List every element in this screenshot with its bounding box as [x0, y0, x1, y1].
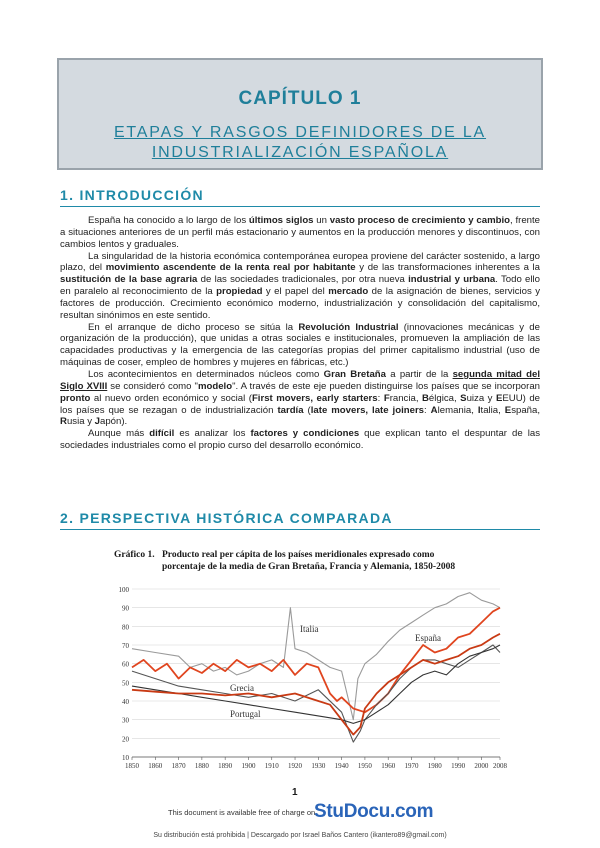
paragraph [60, 251, 540, 322]
text-run: ". A través de este eje pueden distinguirse los países que se incorporan [232, 380, 540, 392]
x-tick-label: 1850 [125, 762, 139, 770]
text-run: Los acontecimientos en determinados núcleos como [88, 368, 324, 380]
x-tick-label: 1950 [357, 762, 372, 770]
text-run: a partir de la [386, 368, 453, 380]
text-run: y de las transformaciones inherentes a la [355, 262, 541, 274]
text-run: apón). [100, 416, 128, 428]
text-run: un [313, 215, 330, 226]
section-divider [60, 206, 540, 207]
x-tick-label: 1970 [404, 762, 419, 770]
bold-term: segunda mitad del Siglo XVIII [60, 368, 540, 392]
text-run: y el papel del [262, 286, 329, 298]
text-run: : [377, 392, 384, 404]
bold-term: propiedad [216, 286, 263, 298]
bold-term: factores y condiciones [250, 428, 360, 440]
bold-term: A [430, 404, 438, 416]
y-tick-label: 60 [122, 660, 129, 669]
text-run: al nuevo orden económico y social ( [90, 392, 252, 404]
series-label-italia: Italia [300, 624, 319, 634]
x-tick-label: 1990 [451, 762, 466, 770]
text-run: España ha conocido a lo largo de los [88, 215, 249, 226]
text-run: ( [303, 404, 311, 416]
text-run: lemania, [437, 404, 478, 416]
text-run: Aunque más [88, 428, 150, 440]
x-tick-label: 1890 [218, 762, 233, 770]
x-tick-label: 1980 [427, 762, 442, 770]
chart-title: Producto real per cápita de los países meridionales expresado como [162, 550, 435, 560]
bold-term: Gran Bretaña [323, 368, 386, 380]
x-tick-label: 1960 [381, 762, 396, 770]
text-run: de la asignación de bienes, servicios y factores de producción. Crecimiento económico moderno, industrialización y consolidación del capitalismo, resultan sinónimos en este sentido. [60, 286, 540, 321]
bold-term: sustitución de la base agraria [60, 274, 198, 286]
bold-term: vasto proceso de crecimiento y cambio [329, 215, 511, 226]
bold-term: B [421, 392, 429, 404]
x-tick-label: 1870 [171, 762, 186, 770]
text-run: : [424, 404, 431, 416]
bold-term: mercado [328, 286, 369, 298]
chapter-title: CAPÍTULO 1 [238, 88, 362, 109]
bold-term: F [383, 392, 390, 404]
bold-term: E [504, 404, 512, 416]
bold-term: tardía [277, 404, 304, 416]
text-run: , frente a situaciones anteriores de un perfil más estacionario y aumentos en la producción menores y discontinuos, con cambios lentos y graduales. [60, 215, 540, 250]
x-tick-label: 1930 [311, 762, 326, 770]
bold-term: movimiento ascendente de la renta real por habitante [105, 262, 356, 274]
text-run: usia y [66, 416, 95, 428]
text-run: se consideró como " [107, 380, 198, 392]
y-tick-label: 100 [118, 586, 129, 594]
series-label-portugal: Portugal [230, 709, 261, 719]
bold-term: R [60, 416, 67, 428]
bold-term: late movers, late joiners [310, 404, 425, 416]
chapter-header-box [57, 58, 543, 170]
text-run: EUU) de los países que se rezagan o de industrialización [60, 392, 540, 416]
paragraph [60, 215, 540, 251]
bold-term: industrial y urbana [408, 274, 496, 286]
text-run: de las sociedades tradicionales, por otra nueva [197, 274, 409, 286]
x-axis-ticks [125, 762, 508, 770]
studocu-logo[interactable] [314, 801, 433, 823]
chapter-subtitle-line2: INDUSTRIALIZACIÓN ESPAÑOLA [151, 144, 449, 161]
text-run: que explican tanto el despuntar de las sociedades industriales como el propio curso del desarrollo económico. [60, 428, 540, 452]
y-tick-label: 80 [122, 623, 129, 632]
text-run: uiza y [466, 392, 496, 404]
y-tick-label: 90 [122, 604, 129, 613]
y-tick-label: 10 [122, 754, 129, 762]
y-tick-label: 70 [122, 642, 129, 650]
y-tick-label: 50 [122, 679, 129, 688]
bold-term: modelo [197, 380, 233, 392]
chapter-subtitle-line1: ETAPAS Y RASGOS DEFINIDORES DE LA [113, 124, 487, 141]
series-label-espana: España [415, 633, 441, 643]
series-label-grecia: Grecia [230, 683, 254, 693]
bold-term: difícil [149, 428, 175, 440]
chapter-subtitle [79, 123, 521, 163]
gdp-chart [112, 543, 507, 775]
x-tick-label: 1860 [148, 762, 163, 770]
logo-text: StuDocu [314, 801, 391, 822]
bold-term: J [94, 416, 101, 428]
logo-domain: .com [390, 801, 434, 822]
y-tick-label: 40 [122, 698, 129, 706]
chart-title-line2: porcentaje de la media de Gran Bretaña, Francia y Alemania, 1850-2008 [162, 562, 456, 572]
text-run: rancia, [389, 392, 422, 404]
paragraph [60, 369, 540, 428]
text-run: En el arranque de dicho proceso se sitúa la [88, 321, 299, 333]
bold-term: Revolución Industrial [298, 321, 399, 333]
footer-distribution-notice: Su distribución está prohibida | Descargado por Israel Baños Cantero (ikantero89@gmail.com) [153, 832, 447, 839]
bold-term: pronto [60, 392, 91, 404]
x-tick-label: 1940 [334, 762, 349, 770]
bold-term: S [460, 392, 467, 404]
footer-availability-text: This document is available free of charge on [168, 808, 316, 817]
bold-term: E [495, 392, 503, 404]
chart-title-prefix: Gráfico 1. [114, 550, 155, 560]
text-run: élgica, [428, 392, 461, 404]
text-run: (innovaciones mecánicas y de organización de la producción), que unidas a otras sociales e institucionales, promueven la ampliación de las capacidades productivas y la emergencia de las categorías propias del primer capitalismo industrial (uso de máquinas de coser, empleo de hombres y mujeres en fábricas, etc.) [60, 321, 540, 369]
text-run: La singularidad de la historia económica contemporánea europea proviene del carácter sostenido, a largo plazo, del [60, 250, 540, 274]
x-tick-label: 1910 [264, 762, 279, 770]
series-line-portugal [132, 645, 500, 723]
x-tick-label: 1920 [288, 762, 303, 770]
y-axis-ticks [119, 586, 130, 762]
x-tick-label: 2008 [493, 762, 507, 770]
text-run: talia, [480, 404, 505, 416]
x-tick-label: 1900 [241, 762, 256, 770]
section-heading-introduccion: 1. INTRODUCCIÓN [60, 187, 204, 203]
y-tick-label: 30 [122, 716, 129, 725]
bold-term: últimos siglos [248, 215, 314, 226]
page-number: 1 [292, 787, 298, 798]
text-run: spaña, [511, 404, 540, 416]
paragraph [60, 428, 540, 452]
section-divider [60, 529, 540, 530]
x-tick-label: 1880 [194, 762, 209, 770]
paragraph [60, 322, 540, 369]
bold-term: First movers, early starters [251, 392, 378, 404]
y-tick-label: 20 [122, 735, 129, 744]
text-run: . Todo ello en paralelo al reconocimiento de la [60, 274, 540, 298]
introduction-text [60, 215, 540, 452]
bold-term: I [477, 404, 481, 416]
text-run: es analizar los [174, 428, 251, 440]
x-tick-label: 2000 [474, 762, 489, 770]
section-heading-perspectiva: 2. PERSPECTIVA HISTÓRICA COMPARADA [60, 510, 393, 526]
